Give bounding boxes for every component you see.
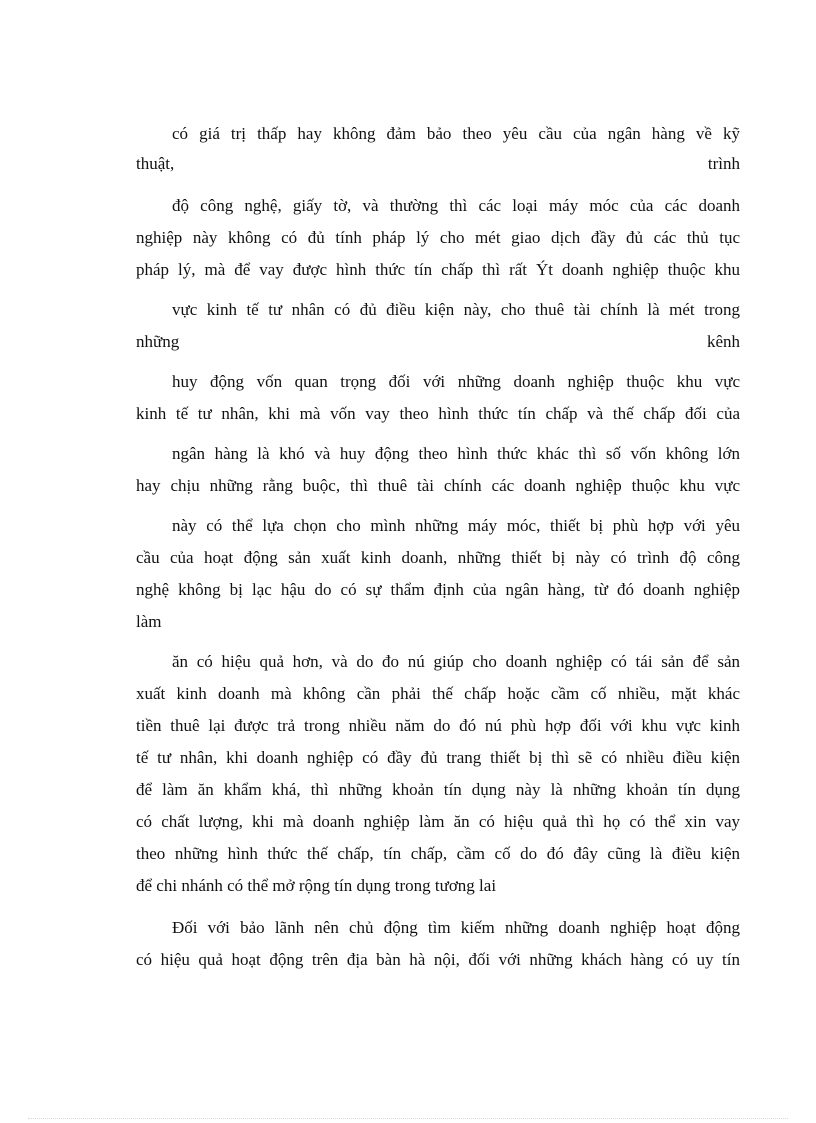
text-line: Đối với bảo lãnh nên chủ động tìm kiếm những doanh nghiệp hoạt động <box>172 918 740 937</box>
text-line: này có thể lựa chọn cho mình những máy móc, thiết bị phù hợp với yêu <box>172 516 740 535</box>
text-line: tế tư nhân, khi doanh nghiệp có đầy đủ trang thiết bị thì sẽ có nhiều điều kiện <box>136 748 740 767</box>
text-line: pháp lý, mà để vay được hình thức tín chấp thì rất Ýt doanh nghiệp thuộc khu <box>136 260 740 279</box>
text-line: độ công nghệ, giấy tờ, và thường thì các loại máy móc của các doanh <box>172 196 740 215</box>
text-line: làm <box>136 612 162 631</box>
text-line: huy động vốn quan trọng đối với những doanh nghiệp thuộc khu vực <box>172 372 740 391</box>
text-line: thuật, trình <box>136 154 740 173</box>
text-line: vực kinh tế tư nhân có đủ điều kiện này, cho thuê tài chính là mét trong <box>172 300 740 319</box>
page-bottom-divider <box>28 1118 788 1119</box>
text-line: có chất lượng, khi mà doanh nghiệp làm ăn có hiệu quả thì họ có thể xin vay <box>136 812 740 831</box>
text-line: cầu của hoạt động sản xuất kinh doanh, những thiết bị này có trình độ công <box>136 548 740 567</box>
text-line: ăn có hiệu quả hơn, và do đo nú giúp cho doanh nghiệp có tái sản để sản <box>172 652 740 671</box>
text-line: nghệ không bị lạc hậu do có sự thẩm định của ngân hàng, từ đó doanh nghiệp <box>136 580 740 599</box>
text-line: để chi nhánh có thể mở rộng tín dụng trong tương lai <box>136 876 497 895</box>
text-line: theo những hình thức thế chấp, tín chấp, cầm cố do đó đây cũng là điều kiện <box>136 844 740 863</box>
text-line: có giá trị thấp hay không đảm bảo theo yêu cầu của ngân hàng về kỹ <box>172 124 740 143</box>
text-line: những kênh <box>136 332 740 351</box>
text-line: hay chịu những rằng buộc, thì thuê tài chính các doanh nghiệp thuộc khu vực <box>136 476 740 495</box>
text-line: để làm ăn khẩm khá, thì những khoản tín dụng này là những khoản tín dụng <box>136 780 740 799</box>
text-line: xuất kinh doanh mà không cần phải thế chấp hoặc cầm cố nhiều, mặt khác <box>136 684 740 703</box>
text-line: ngân hàng là khó và huy động theo hình thức khác thì số vốn không lớn <box>172 444 740 463</box>
text-line: có hiệu quả hoạt động trên địa bàn hà nội, đối với những khách hàng có uy tín <box>136 950 740 969</box>
text-line: nghiệp này không có đủ tính pháp lý cho mét giao dịch đầy đủ các thủ tục <box>136 228 740 247</box>
text-line: tiền thuê lại được trả trong nhiều năm do đó nú phù hợp đối với khu vực kinh <box>136 716 740 735</box>
text-line: kinh tế tư nhân, khi mà vốn vay theo hình thức tín chấp và thế chấp đối của <box>136 404 740 423</box>
